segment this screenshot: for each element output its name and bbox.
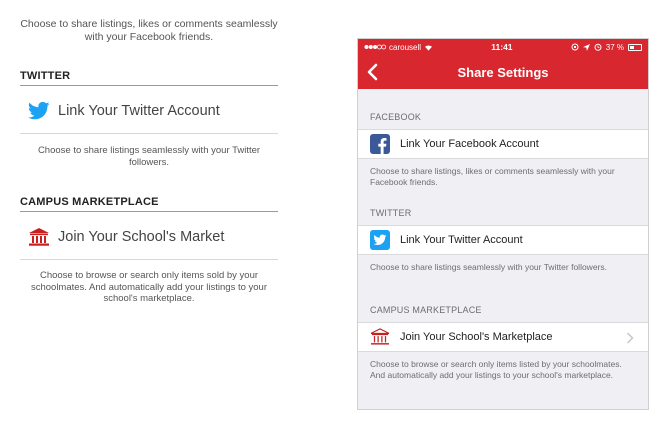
facebook-description-phone: Choose to share listings, likes or comments seamlessly with your Facebook friends. [370,166,615,187]
signal-dots-icon [364,44,386,50]
alarm-clock-icon [594,43,602,51]
facebook-description: Choose to share listings, likes or comments seamlessly with your Facebook friends. [20,18,278,43]
join-school-marketplace-label: Join Your School's Marketplace [400,331,553,343]
twitter-description-phone: Choose to share listings seamlessly with your Twitter followers. [370,262,607,272]
facebook-section-heading: FACEBOOK [370,112,422,122]
link-facebook-button[interactable] [358,129,648,159]
twitter-section-heading-phone: TWITTER [370,208,412,218]
chevron-right-icon [626,332,634,344]
phone-screen [357,38,649,410]
orientation-lock-icon [571,43,579,51]
wifi-icon [424,44,433,51]
join-school-market-label: Join Your School's Market [58,228,225,245]
join-school-market-button[interactable] [20,214,278,260]
link-twitter-label-phone: Link Your Twitter Account [400,234,523,246]
link-twitter-button-phone[interactable] [358,225,648,255]
campus-description: Choose to browse or search only items sold by your schoolmates. And automatically add your listings to your school's marketplace. [30,270,268,304]
status-time: 11:41 [491,42,513,52]
back-chevron-icon[interactable] [364,61,384,83]
twitter-section-heading: TWITTER [20,70,278,86]
campus-section-heading-phone: CAMPUS MARKETPLACE [370,305,482,315]
location-arrow-icon [583,44,590,51]
battery-percent: 37 % [605,42,624,52]
twitter-bird-icon [28,101,50,121]
status-bar [358,39,648,55]
twitter-description: Choose to share listings seamlessly with your Twitter followers. [37,145,261,168]
facebook-logo-icon [370,134,390,154]
left-panel [0,0,300,444]
join-school-marketplace-button[interactable] [358,322,648,352]
school-building-icon-phone [370,328,390,346]
twitter-logo-icon [370,230,390,250]
page-title: Share Settings [457,64,549,80]
link-twitter-label: Link Your Twitter Account [58,102,220,119]
battery-icon [628,44,642,51]
link-twitter-button[interactable] [20,88,278,134]
carrier-name: carousell [389,42,422,52]
campus-section-heading: CAMPUS MARKETPLACE [20,196,278,212]
link-facebook-label: Link Your Facebook Account [400,138,539,150]
school-building-icon [28,227,50,247]
nav-bar [358,55,648,89]
campus-description-phone: Choose to browse or search only items listed by your schoolmates. And automatically add your listings to your school's marketplace. [370,359,622,380]
